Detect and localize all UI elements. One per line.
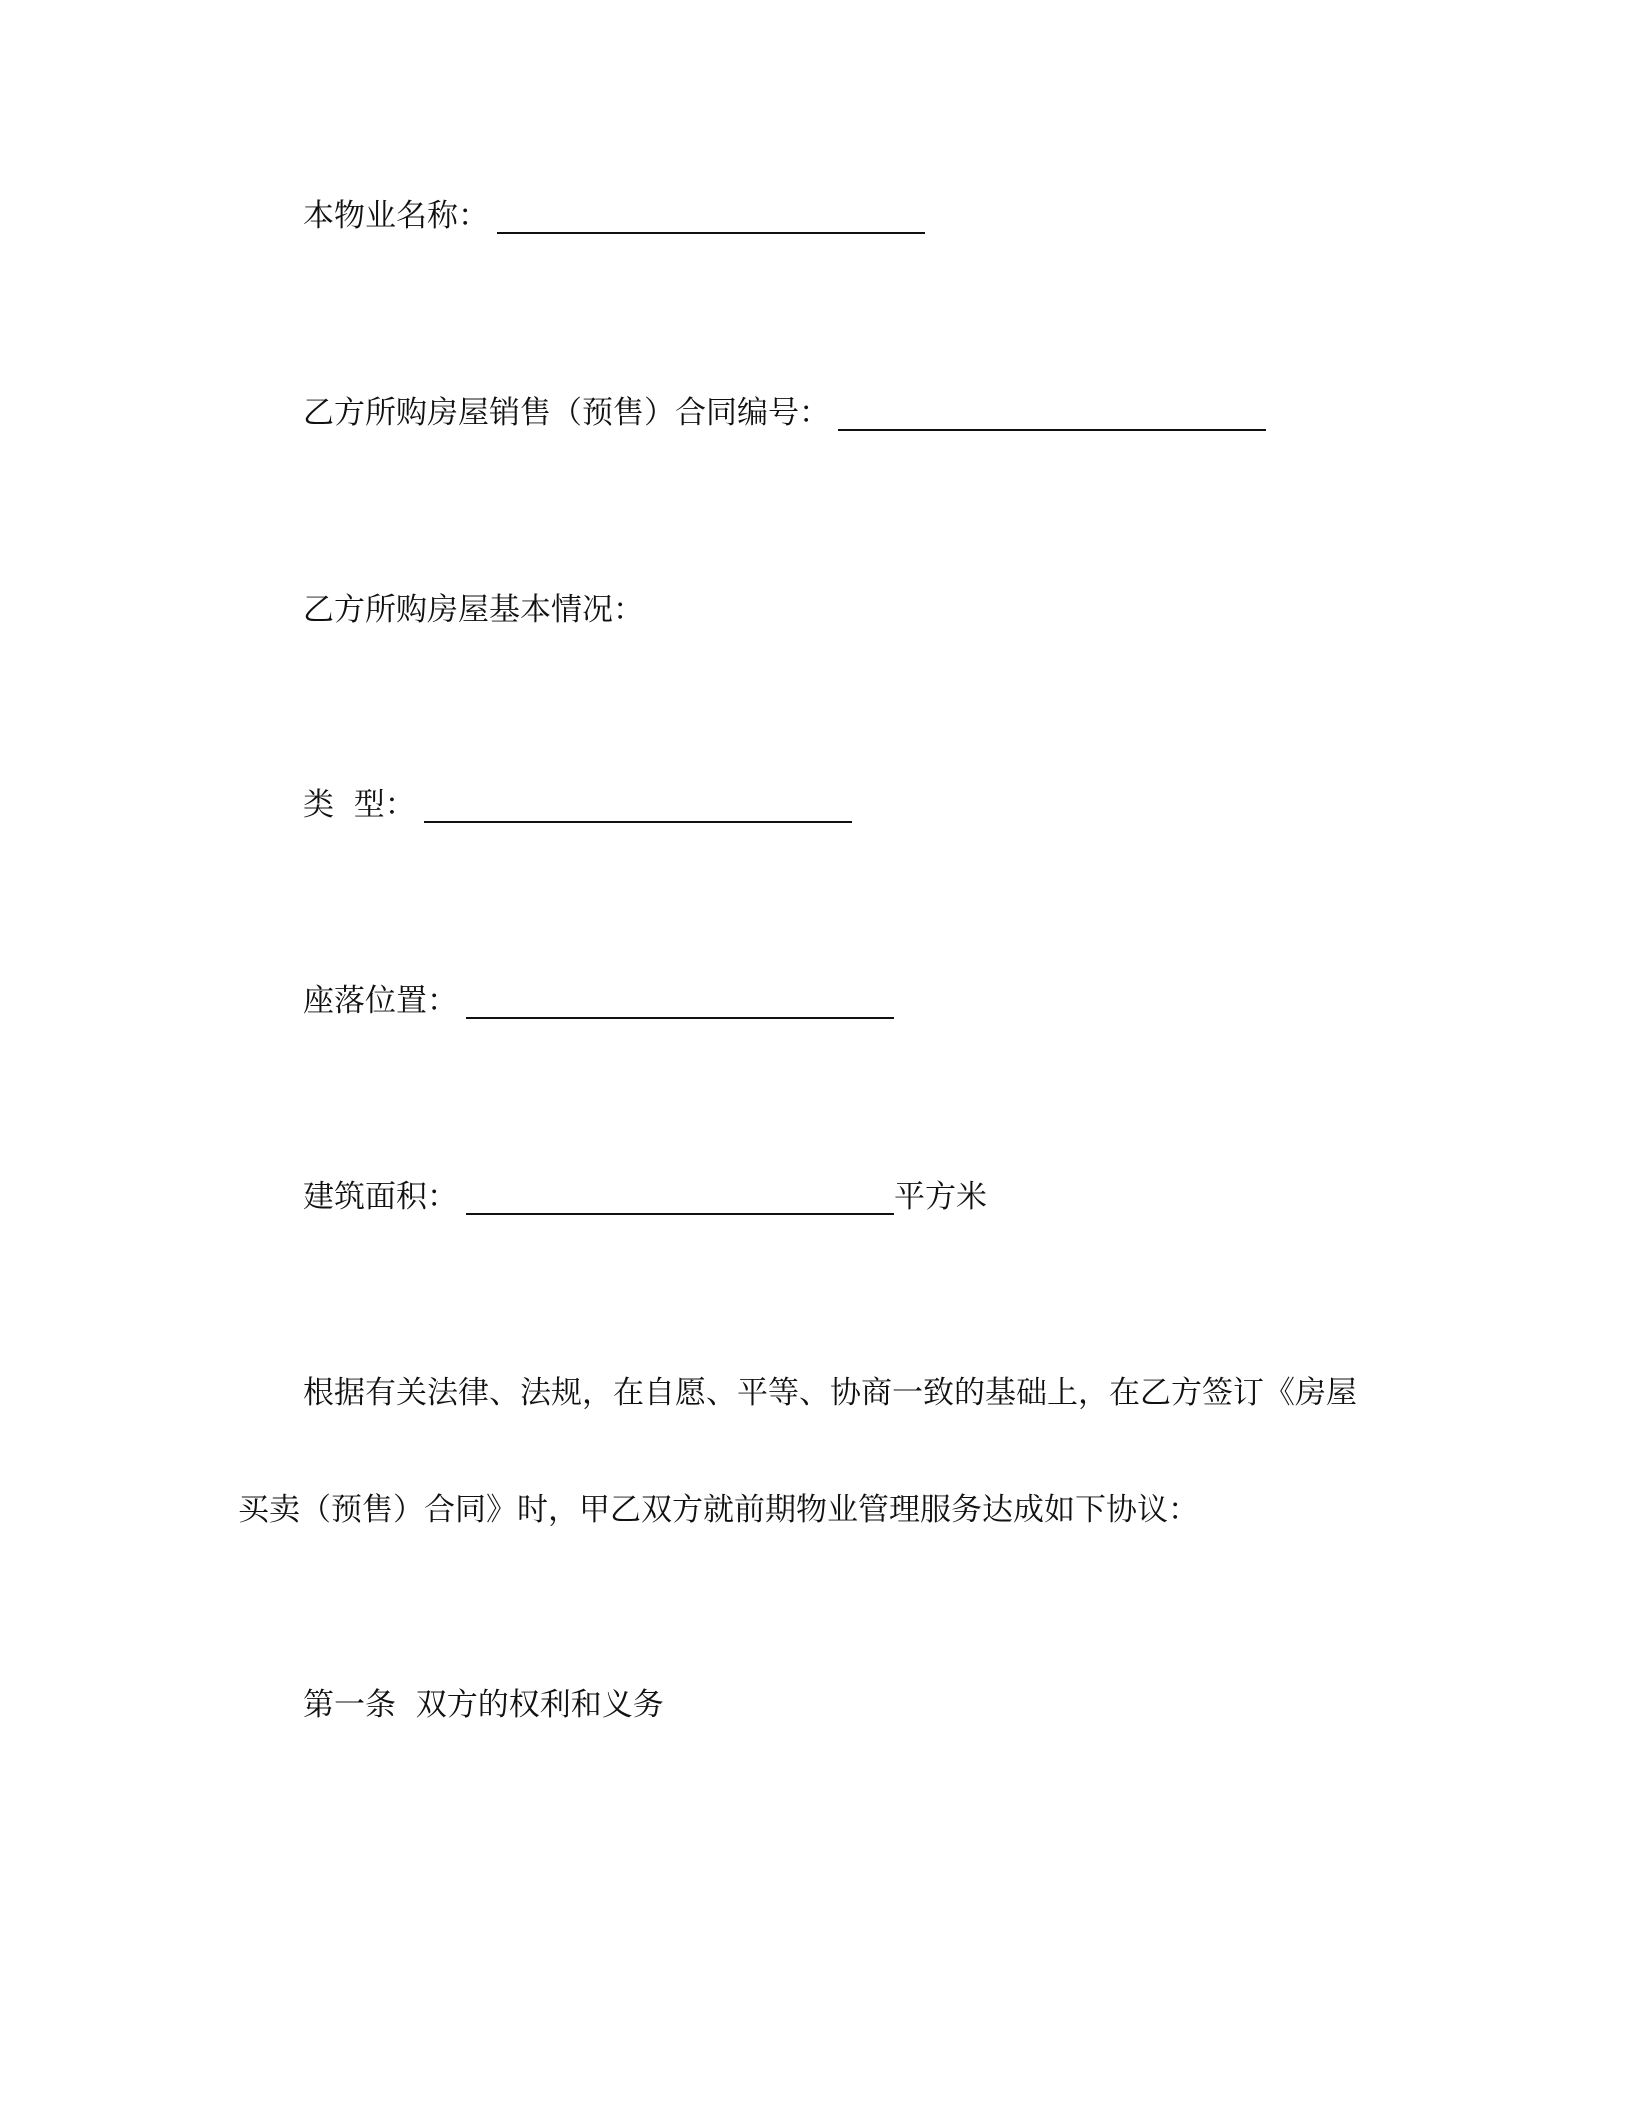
paragraph-line-1: 根据有关法律、法规，在自愿、平等、协商一致的基础上，在乙方签订《房屋 — [303, 1375, 1357, 1411]
field-label: 座落位置： — [303, 983, 458, 1019]
field-location — [303, 981, 894, 1021]
field-label: 本物业名称： — [303, 198, 489, 234]
field-house-type — [303, 785, 852, 825]
fill-blank[interactable] — [838, 401, 1266, 431]
field-label: 乙方所购房屋销售（预售）合同编号： — [303, 395, 830, 431]
paragraph-line-2: 买卖（预售）合同》时，甲乙双方就前期物业管理服务达成如下协议： — [238, 1492, 1199, 1528]
fill-blank[interactable] — [466, 1185, 894, 1215]
field-property-name — [303, 196, 925, 236]
field-unit: 平方米 — [894, 1179, 987, 1215]
field-label: 类 型： — [303, 787, 416, 823]
fill-blank[interactable] — [466, 989, 894, 1019]
fill-blank[interactable] — [497, 204, 925, 234]
article-1-heading: 第一条 双方的权利和义务 — [303, 1687, 664, 1723]
field-contract-number — [303, 393, 1266, 433]
field-label: 建筑面积： — [303, 1179, 458, 1215]
field-house-basic-info — [303, 590, 644, 630]
field-building-area — [303, 1177, 987, 1217]
fill-blank[interactable] — [424, 793, 852, 823]
field-label: 乙方所购房屋基本情况： — [303, 592, 644, 628]
